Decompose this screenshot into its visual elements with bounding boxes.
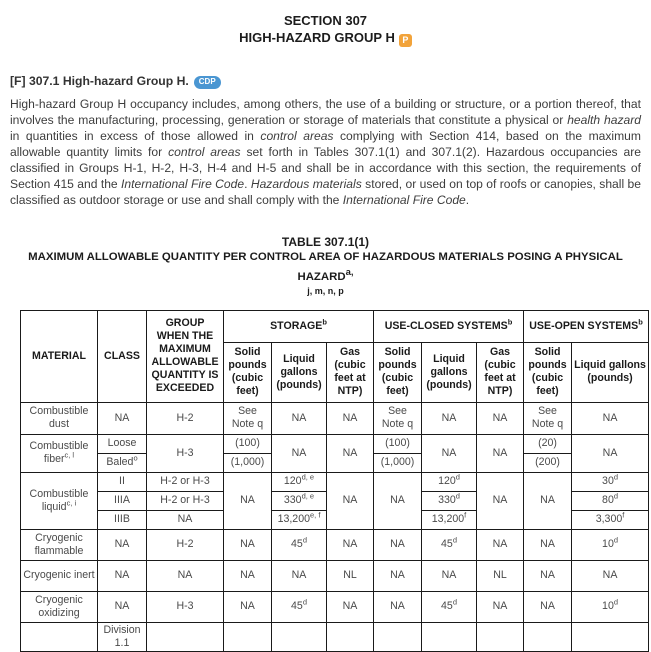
table-cell: NA <box>477 529 524 560</box>
table-cell <box>477 622 524 651</box>
table-cell: NL <box>477 560 524 591</box>
table-header-cell: Solid pounds (cubic feet) <box>524 342 572 402</box>
table-cell: NA <box>98 402 147 434</box>
table-cell <box>272 622 327 651</box>
table-cell: 45$^d$ <box>272 529 327 560</box>
table-cell: NA <box>224 560 272 591</box>
table-header-cell: USE-OPEN SYSTEMS$^b$ <box>524 310 649 342</box>
table-cell: NA <box>374 560 422 591</box>
footnote-superscript: d, e <box>301 472 315 482</box>
table-cell: (1,000) <box>374 453 422 472</box>
footnote-superscript: f <box>622 510 625 520</box>
table-cell <box>21 622 98 651</box>
table-cell: H-3 <box>147 434 224 472</box>
table-cell: See Note q <box>224 402 272 434</box>
table-header-row <box>21 310 649 342</box>
table-cell: Loose <box>98 434 147 453</box>
table-header-cell: Gas (cubic feet at NTP) <box>477 342 524 402</box>
table-cell: 13,200$^f$ <box>422 510 477 529</box>
table-cell: 10$^d$ <box>572 591 649 622</box>
table-cell: H-2 <box>147 402 224 434</box>
table-cell: NA <box>147 510 224 529</box>
article-heading-row <box>10 74 641 89</box>
table-number: TABLE 307.1(1) <box>281 235 370 249</box>
table-cell: NA <box>572 434 649 472</box>
table-cell: 10$^d$ <box>572 529 649 560</box>
table-cell: NA <box>524 560 572 591</box>
table-header-cell: Liquid gallons (pounds) <box>422 342 477 402</box>
table-row <box>21 472 649 491</box>
table-row <box>21 560 649 591</box>
table-cell: NA <box>374 472 422 529</box>
table-cell: NA <box>327 591 374 622</box>
footnote-superscript: f <box>464 510 467 520</box>
table-cell: Combustible liquid$^{c, i}$ <box>21 472 98 529</box>
footnote-superscript: d <box>613 535 619 545</box>
defined-term: Hazardous materials <box>250 177 362 191</box>
table-cell: IIIA <box>98 491 147 510</box>
section-name: HIGH-HAZARD GROUP H <box>239 30 395 45</box>
defined-term: control areas <box>260 129 334 143</box>
table-cell: NA <box>327 402 374 434</box>
table-row <box>21 622 649 651</box>
paragraph-text: . <box>465 193 470 207</box>
table-cell: 45$^d$ <box>422 591 477 622</box>
table-cell: (200) <box>524 453 572 472</box>
table-header-cell: STORAGE$^b$ <box>224 310 374 342</box>
cdp-badge[interactable]: CDP <box>194 76 221 89</box>
table-cell: H-3 <box>147 591 224 622</box>
table-cell: NA <box>327 472 374 529</box>
table-row <box>21 591 649 622</box>
footnote-superscript: d <box>455 491 460 501</box>
table-cell: Cryogenic oxidizing <box>21 591 98 622</box>
table-cell: NA <box>224 591 272 622</box>
table-cell <box>572 622 649 651</box>
table-cell: NA <box>327 529 374 560</box>
footnote-superscript: b <box>507 317 513 327</box>
table-cell: II <box>98 472 147 491</box>
table-header-cell: Gas (cubic feet at NTP) <box>327 342 374 402</box>
table-header-cell: MATERIAL <box>21 310 98 402</box>
table-cell: NA <box>572 402 649 434</box>
table-cell: NA <box>524 472 572 529</box>
table-header-cell: Solid pounds (cubic feet) <box>374 342 422 402</box>
footnote-superscript: d <box>613 491 619 501</box>
table-cell: Division 1.1 <box>98 622 147 651</box>
table-cell <box>327 622 374 651</box>
table-cell: See Note q <box>524 402 572 434</box>
table-cell: NA <box>422 434 477 472</box>
table-body <box>21 402 649 651</box>
table-cell <box>524 622 572 651</box>
table-cell: NA <box>524 591 572 622</box>
table-cell: NA <box>98 560 147 591</box>
table-cell: H-2 or H-3 <box>147 491 224 510</box>
code-page <box>0 12 651 649</box>
table-cell: 80$^d$ <box>572 491 649 510</box>
table-cell: 45$^d$ <box>422 529 477 560</box>
premium-badge[interactable]: P <box>399 34 412 47</box>
footnote-superscript: c, l <box>64 450 75 460</box>
table-cell: NA <box>422 560 477 591</box>
defined-term: health hazard <box>567 113 641 127</box>
paragraph-text: in quantities in excess of those allowed in <box>10 129 261 143</box>
footnote-superscript: d <box>613 597 619 607</box>
table-cell: NA <box>272 434 327 472</box>
table-cell: 45$^d$ <box>272 591 327 622</box>
footnote-superscript: b <box>322 317 327 327</box>
table-cell: H-2 or H-3 <box>147 472 224 491</box>
table-cell: NA <box>374 591 422 622</box>
table-cell: NA <box>272 402 327 434</box>
table-cell: NA <box>422 402 477 434</box>
table-cell: Combustible fiber$^{c, l}$ <box>21 434 98 472</box>
defined-term: International Fire Code <box>121 177 245 191</box>
table-cell: (100) <box>224 434 272 453</box>
table-header-cell: CLASS <box>98 310 147 402</box>
article-heading: [F] 307.1 High-hazard Group H. <box>10 74 189 88</box>
table-cell: Combustible dust <box>21 402 98 434</box>
table-cell <box>147 622 224 651</box>
table-cell: Cryogenic inert <box>21 560 98 591</box>
footnote-superscript: a, <box>345 267 354 278</box>
body-paragraph <box>10 96 641 208</box>
table-cell: NL <box>327 560 374 591</box>
footnote-superscript: d <box>302 597 307 607</box>
table-cell <box>374 622 422 651</box>
table-cell: H-2 <box>147 529 224 560</box>
footnote-superscript: d <box>452 597 457 607</box>
table-cell: See Note q <box>374 402 422 434</box>
table-caption: MAXIMUM ALLOWABLE QUANTITY PER CONTROL AREA OF HAZARDOUS MATERIALS POSING A PHYSICAL $HAZARD^{a,}$ <box>28 251 623 283</box>
table-header-cell: Liquid gallons (pounds) <box>272 342 327 402</box>
table-cell: NA <box>477 434 524 472</box>
table-head <box>21 310 649 402</box>
section-name-line <box>0 29 651 47</box>
table-header-cell: Liquid gallons (pounds) <box>572 342 649 402</box>
table-cell: IIIB <box>98 510 147 529</box>
footnote-superscript: c, i <box>66 498 77 508</box>
footnote-superscript: d <box>302 535 307 545</box>
footnote-superscript: d <box>613 472 619 482</box>
table-cell: 13,200$^{e, f}$ <box>272 510 327 529</box>
table-cell: NA <box>147 560 224 591</box>
table-cell: NA <box>524 529 572 560</box>
section-number: SECTION 307 <box>283 13 368 28</box>
table-cell: NA <box>327 434 374 472</box>
defined-term: International Fire Code <box>342 193 466 207</box>
table-cell: (100) <box>374 434 422 453</box>
table-cell <box>224 622 272 651</box>
table-row <box>21 434 649 453</box>
paragraph-text: complying with Section 414, based on the maximum allowable quantity limits for <box>10 129 641 159</box>
table-cell: 30$^d$ <box>572 472 649 491</box>
defined-term: control areas <box>168 145 241 159</box>
table-cell: NA <box>272 560 327 591</box>
table-cell: NA <box>98 529 147 560</box>
footnote-superscript: d, e <box>301 491 315 501</box>
table-cell: (1,000) <box>224 453 272 472</box>
paragraph-text: stored, or used on top of roofs or canopies, shall be classified as outdoor storage or use and shall comply with the <box>10 177 641 207</box>
table-cell: Baled$^o$ <box>98 453 147 472</box>
footnote-superscript: o <box>133 453 138 463</box>
footnote-superscript: e, f <box>309 510 321 520</box>
table-row <box>21 529 649 560</box>
paragraph-text: . <box>244 177 251 191</box>
table-cell: NA <box>224 472 272 529</box>
table-cell: (20) <box>524 434 572 453</box>
section-title <box>0 12 651 47</box>
table-cell: NA <box>477 591 524 622</box>
table-cell: 120$^{d, e}$ <box>272 472 327 491</box>
table-cell: NA <box>477 402 524 434</box>
table-row <box>21 402 649 434</box>
footnote-superscript: d <box>452 535 457 545</box>
table-cell: NA <box>477 472 524 529</box>
paragraph-text: set forth in Tables 307.1(1) and 307.1(2). Hazardous occupancies are classified in Groups H-1, H-2, H-3, H-4 and H-5 and shall be in accordance with this section, the requirements of Section 415 and the <box>10 145 641 191</box>
table-cell: NA <box>572 560 649 591</box>
table-caption-notes: j, m, n, p <box>307 285 344 296</box>
footnote-superscript: d <box>455 472 460 482</box>
table-cell <box>422 622 477 651</box>
table-cell: 330$^d$ <box>422 491 477 510</box>
paragraph-text: High-hazard Group H occupancy includes, among others, the use of a building or structure, or a portion thereof, that involves the manufacturing, processing, generation or storage of materials that constitute a physical or <box>10 97 641 127</box>
table-header-cell: USE-CLOSED SYSTEMS$^b$ <box>374 310 524 342</box>
table-cell: 120$^d$ <box>422 472 477 491</box>
table-header-cell: Solid pounds (cubic feet) <box>224 342 272 402</box>
table-cell: NA <box>224 529 272 560</box>
table-cell: NA <box>98 591 147 622</box>
table-cell: 330$^{d, e}$ <box>272 491 327 510</box>
footnote-superscript: b <box>638 317 643 327</box>
table-title-block <box>0 235 651 297</box>
table-header-cell: GROUP WHEN THE MAXIMUM ALLOWABLE QUANTITY IS EXCEEDED <box>147 310 224 402</box>
table-cell: 3,300$^f$ <box>572 510 649 529</box>
table-cell: NA <box>374 529 422 560</box>
table-cell: Cryogenic flammable <box>21 529 98 560</box>
maq-table <box>20 310 649 652</box>
